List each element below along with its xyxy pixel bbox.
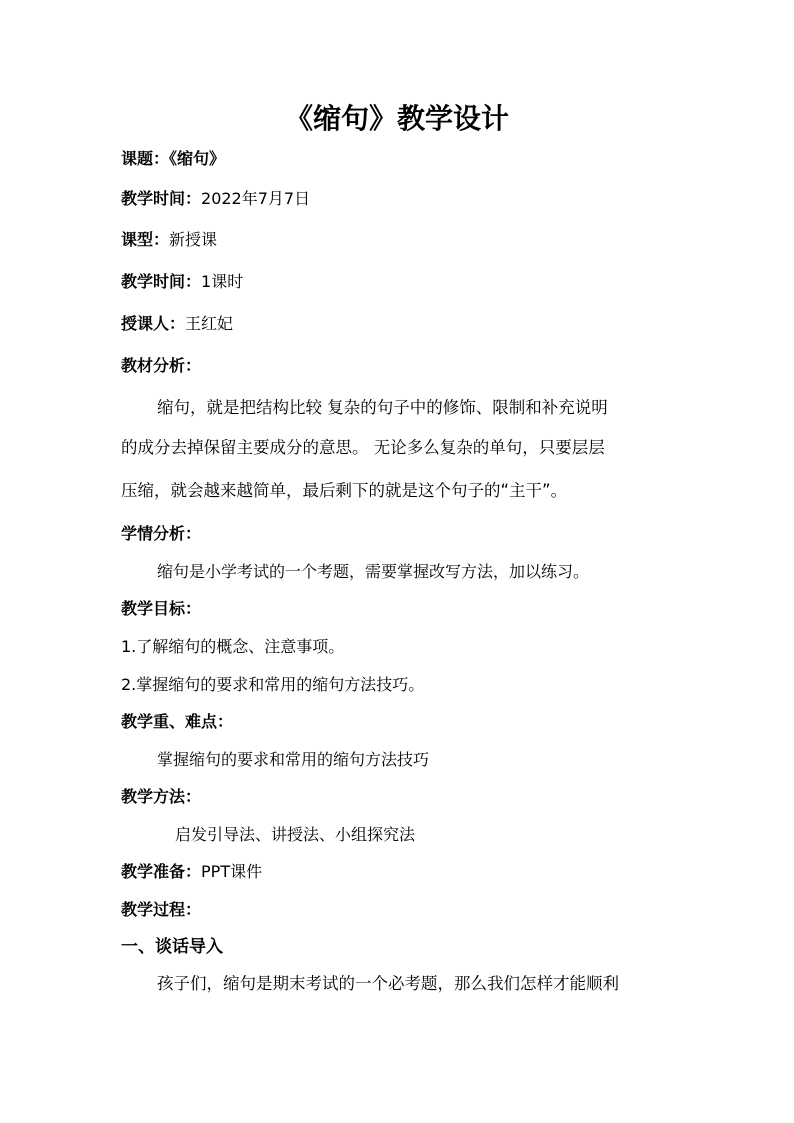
- key-points-text: 掌握缩句的要求和常用的缩句方法技巧: [157, 750, 430, 769]
- teacher-label: 授课人：: [121, 314, 186, 333]
- student-analysis-text: 缩句是小学考试的一个考题，需要掌握改写方法，加以练习。: [157, 562, 590, 581]
- material-analysis-line-2: 的成分去掉保留主要成分的意思。 无论多么复杂的单句，只要层层: [121, 438, 605, 457]
- methods-text: 启发引导法、讲授法、小组探究法: [175, 825, 416, 844]
- key-points-heading: 教学重、难点：: [121, 712, 234, 731]
- preparation-label: 教学准备：: [121, 862, 202, 881]
- section-1-heading: 一、谈话导入: [121, 937, 223, 957]
- course-line: [121, 148, 225, 170]
- material-analysis-line-3: 压缩，就会越来越简单，最后剩下的就是这个句子的“主干”。: [121, 481, 568, 500]
- duration-value: 1课时: [201, 272, 244, 291]
- objective-item-1: 1.了解缩句的概念、注意事项。: [121, 637, 345, 656]
- process-heading: 教学过程：: [121, 900, 202, 919]
- course-label: 课题：: [121, 149, 170, 168]
- date-line: [121, 188, 310, 210]
- methods-heading: 教学方法：: [121, 787, 202, 806]
- duration-line: [121, 271, 243, 293]
- lesson-type-line: [121, 229, 217, 251]
- teacher-line: [121, 313, 233, 335]
- duration-label: 教学时间：: [121, 272, 202, 291]
- objectives-heading: 教学目标：: [121, 599, 202, 618]
- objective-item-2: 2.掌握缩句的要求和常用的缩句方法技巧。: [121, 675, 425, 694]
- teacher-value: 王红妃: [185, 314, 234, 333]
- section-1-text: 孩子们，缩句是期末考试的一个必考题，那么我们怎样才能顺利: [157, 974, 619, 993]
- page-title: 《缩句》教学设计: [284, 102, 509, 135]
- preparation-line: [121, 861, 262, 883]
- date-value: 2022年7月7日: [201, 189, 311, 208]
- date-label: 教学时间：: [121, 189, 202, 208]
- course-value: 《缩句》: [169, 149, 226, 168]
- preparation-value: PPT课件: [201, 862, 263, 881]
- student-analysis-heading: 学情分析：: [121, 524, 202, 543]
- lesson-type-label: 课型：: [121, 230, 170, 249]
- material-analysis-heading: 教材分析：: [121, 356, 202, 375]
- lesson-type-value: 新授课: [169, 230, 218, 249]
- material-analysis-line-1: 缩句，就是把结构比较 复杂的句子中的修饰、限制和补充说明: [157, 398, 608, 417]
